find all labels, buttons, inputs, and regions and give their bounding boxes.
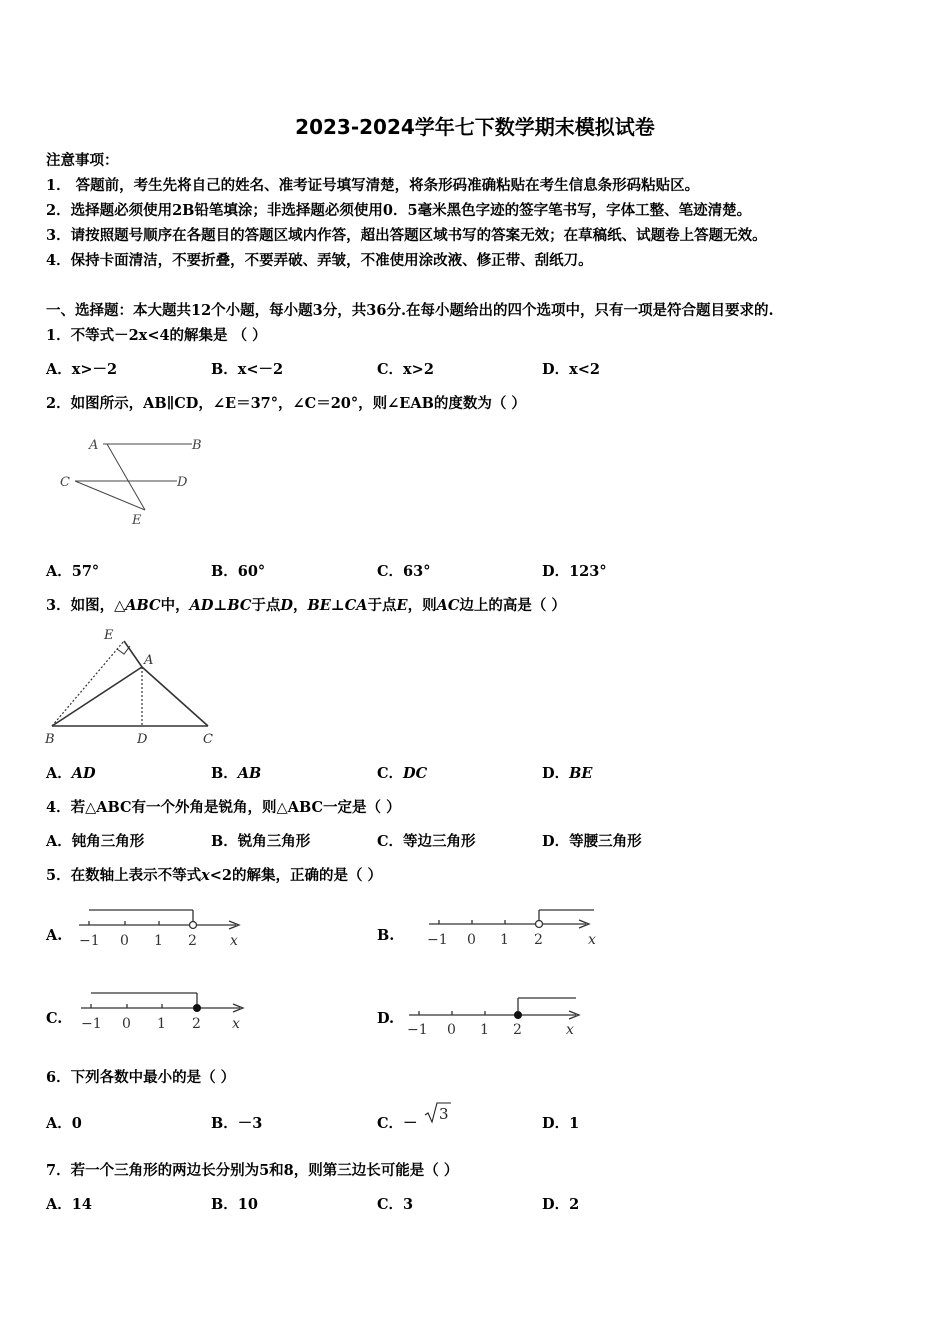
q5-option-a: A. (46, 927, 63, 944)
q6-sqrt-symbol (423, 1100, 453, 1130)
axis-var: x (566, 1022, 574, 1038)
q3-option-d: D．BE (542, 765, 593, 782)
q3-label-c: C (203, 732, 213, 747)
question-1-stem: 1．不等式－2x<4的解集是 （ ） (46, 327, 267, 344)
q4-option-a: A．钝角三角形 (46, 833, 145, 850)
q7-option-c: C．3 (377, 1196, 414, 1213)
q2-option-d: D．123° (542, 563, 607, 580)
q7-option-a: A．14 (46, 1196, 92, 1213)
question-3-stem: 3．如图，△ABC中，AD⊥BC于点D，BE⊥CA于点E，则AC边上的高是（ ） (46, 597, 566, 614)
notice-item: 2．选择题必须使用2B铅笔填涂；非选择题必须使用0．5毫米黑色字迹的签字笔书写，字体工整、笔迹清楚。 (46, 202, 752, 219)
q3-figure (42, 622, 227, 752)
q3-option-c: C．DC (377, 765, 428, 782)
q5-option-d: D. (377, 1010, 395, 1027)
q5-numberline-c (76, 988, 256, 1033)
q1-option-c: C．x>2 (377, 361, 434, 378)
question-4-stem: 4．若△ABC有一个外角是锐角，则△ABC一定是（ ） (46, 799, 401, 816)
axis-var: x (232, 1016, 240, 1032)
q4-option-b: B．锐角三角形 (211, 833, 311, 850)
tick-label: 1 (480, 1022, 489, 1038)
q6-radicand: 3 (439, 1105, 449, 1123)
q2-label-a: A (89, 438, 99, 453)
tick-label: 0 (120, 933, 129, 949)
q7-option-d: D．2 (542, 1196, 580, 1213)
q5-numberline-d (404, 988, 584, 1038)
notice-item: 4．保持卡面清洁，不要折叠，不要弄破、弄皱，不准使用涂改液、修正带、刮纸刀。 (46, 252, 593, 269)
q7-option-b: B．10 (211, 1196, 258, 1213)
q6-option-d: D．1 (542, 1115, 580, 1132)
q2-label-c: C (60, 475, 70, 490)
question-6-stem: 6．下列各数中最小的是（ ） (46, 1069, 236, 1086)
q6-option-b: B．－3 (211, 1115, 263, 1132)
page-title: 2023-2024学年七下数学期末模拟试卷 (295, 115, 655, 139)
q2-option-b: B．60° (211, 563, 266, 580)
q1-option-b: B．x<－2 (211, 361, 284, 378)
q5-numberline-a (74, 905, 254, 950)
q3-option-b: B．AB (211, 765, 262, 782)
axis-var: x (230, 933, 238, 949)
tick-label: 2 (534, 932, 543, 948)
q3-label-b: B (45, 732, 55, 747)
notice-item: 1． 答题前，考生先将自己的姓名、准考证号填写清楚，将条形码准确粘贴在考生信息条形码粘贴区。 (46, 177, 700, 194)
q6-option-a: A．0 (46, 1115, 82, 1132)
tick-label: 1 (157, 1016, 166, 1032)
tick-label: −1 (427, 932, 448, 948)
q5-option-c: C. (46, 1010, 63, 1027)
tick-label: 1 (154, 933, 163, 949)
tick-label: 2 (188, 933, 197, 949)
q2-label-d: D (177, 475, 188, 490)
question-5-stem: 5．在数轴上表示不等式x<2的解集，正确的是（ ） (46, 867, 383, 884)
tick-label: 2 (513, 1022, 522, 1038)
section-heading: 一、选择题：本大题共12个小题，每小题3分，共36分.在每小题给出的四个选项中，只有一项是符合题目要求的. (46, 302, 774, 319)
q5-numberline-b (424, 905, 604, 950)
notice-heading: 注意事项： (46, 152, 119, 169)
q1-option-a: A．x>－2 (46, 361, 118, 378)
q5-option-b: B. (377, 927, 395, 944)
q2-figure (55, 432, 215, 532)
notice-item: 3．请按照题号顺序在各题目的答题区域内作答，超出答题区域书写的答案无效；在草稿纸、试题卷上答题无效。 (46, 227, 767, 244)
axis-var: x (588, 932, 596, 948)
q2-label-b: B (192, 438, 202, 453)
question-7-stem: 7．若一个三角形的两边长分别为5和8，则第三边长可能是（ ） (46, 1162, 459, 1179)
q2-label-e: E (132, 513, 142, 528)
q3-label-a: A (144, 653, 154, 668)
tick-label: −1 (79, 933, 100, 949)
tick-label: 2 (192, 1016, 201, 1032)
q1-option-d: D．x<2 (542, 361, 600, 378)
q3-label-d: D (137, 732, 148, 747)
q4-option-d: D．等腰三角形 (542, 833, 642, 850)
tick-label: 1 (500, 932, 509, 948)
q2-option-c: C．63° (377, 563, 431, 580)
q2-option-a: A．57° (46, 563, 100, 580)
q3-option-a: A．AD (46, 765, 96, 782)
tick-label: −1 (407, 1022, 428, 1038)
q3-label-e: E (104, 628, 114, 643)
q6-option-c: C．－ (377, 1115, 418, 1132)
tick-label: 0 (467, 932, 476, 948)
tick-label: 0 (122, 1016, 131, 1032)
tick-label: 0 (447, 1022, 456, 1038)
q4-option-c: C．等边三角形 (377, 833, 476, 850)
tick-label: −1 (81, 1016, 102, 1032)
question-2-stem: 2．如图所示，AB∥CD，∠E＝37°，∠C＝20°，则∠EAB的度数为（ ） (46, 395, 526, 412)
